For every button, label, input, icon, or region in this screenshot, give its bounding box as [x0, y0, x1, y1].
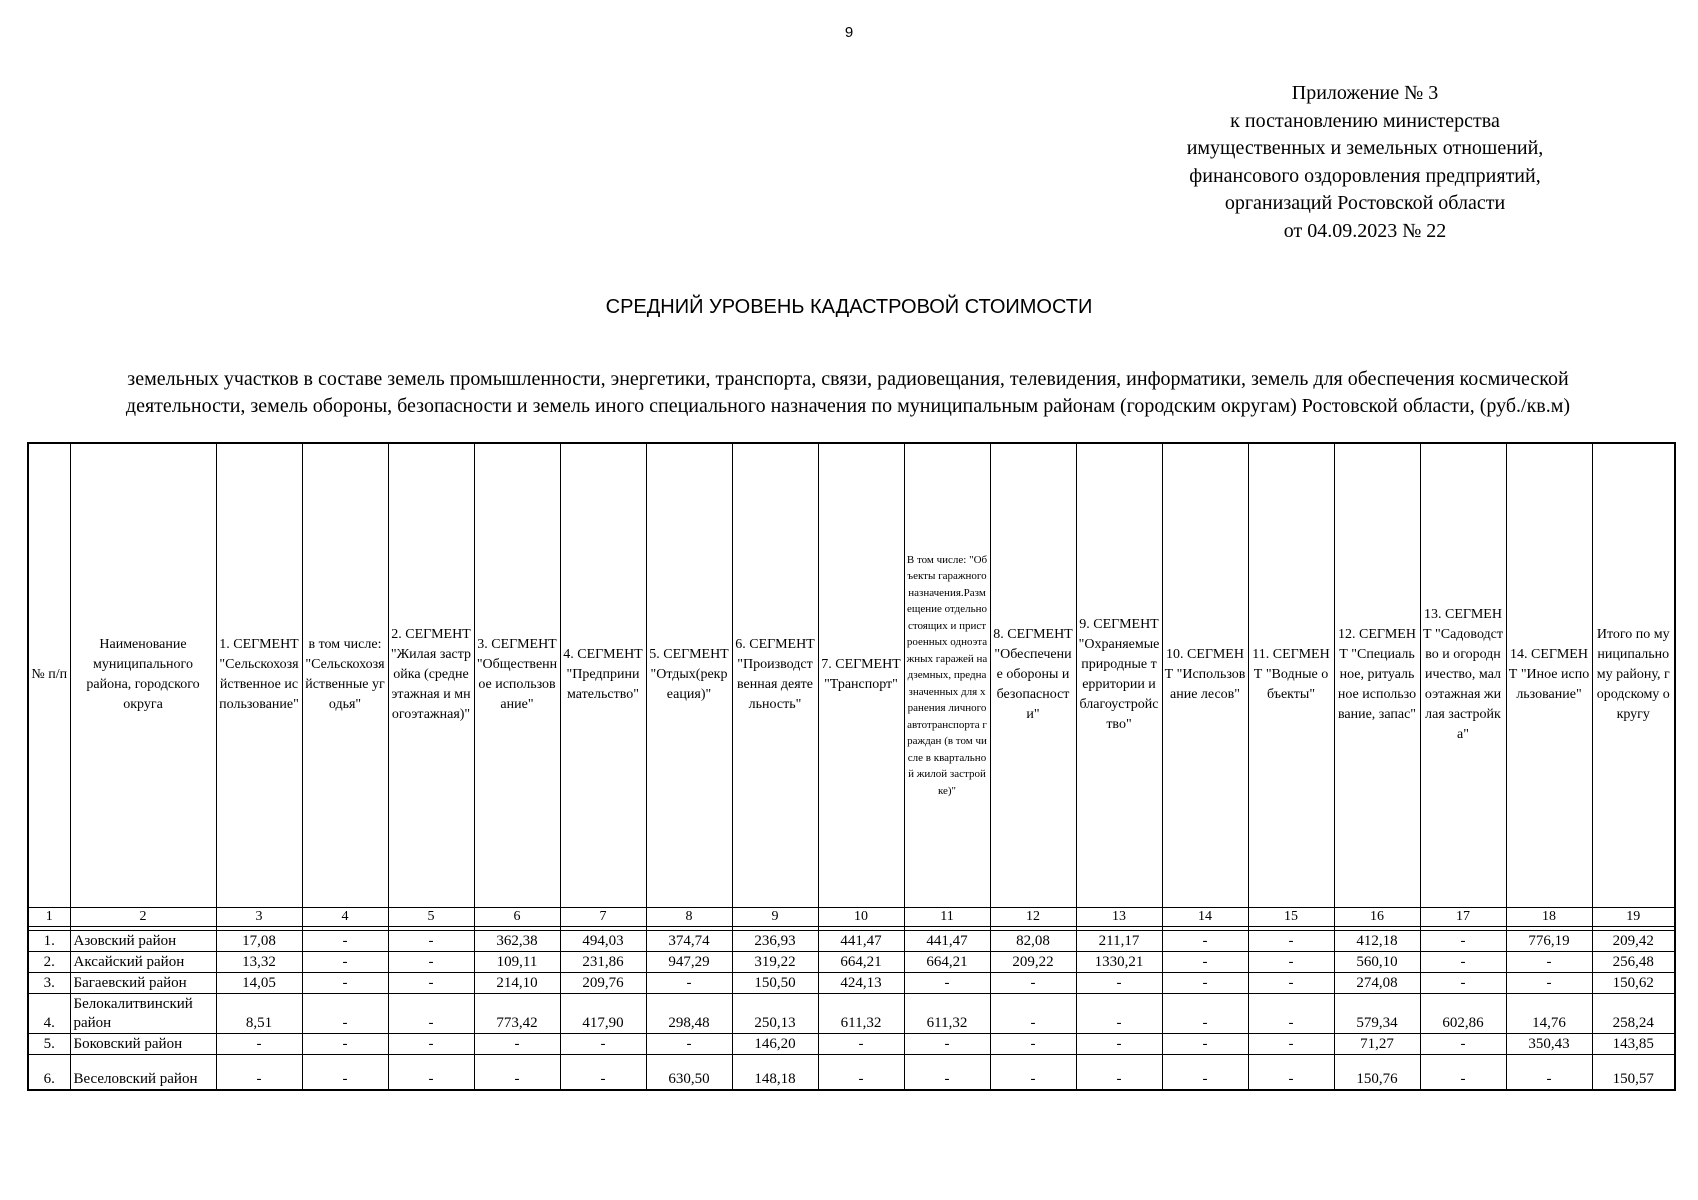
value-cell: - [1162, 1033, 1248, 1054]
value-cell: - [904, 1054, 990, 1090]
value-cell: - [1248, 993, 1334, 1033]
appendix-line: Приложение № 3 [1291, 82, 1439, 104]
value-cell: - [1506, 1054, 1592, 1090]
value-cell: 209,76 [560, 972, 646, 993]
value-cell: 350,43 [1506, 1033, 1592, 1054]
value-cell: 82,08 [990, 930, 1076, 951]
value-cell: 494,03 [560, 930, 646, 951]
appendix-line: организаций Ростовской области [1224, 192, 1506, 214]
value-cell: - [302, 930, 388, 951]
appendix-line: финансового оздоровления предприятий, [1189, 164, 1541, 187]
value-cell: 209,22 [990, 951, 1076, 972]
column-number-row [28, 907, 1675, 926]
appendix-block [1140, 80, 1590, 245]
table-row [28, 930, 1675, 951]
value-cell: 236,93 [732, 930, 818, 951]
value-cell: 424,13 [818, 972, 904, 993]
value-cell: 664,21 [904, 951, 990, 972]
value-cell: 362,38 [474, 930, 560, 951]
header-cell: Итого по муниципальному району, городскому округу [1592, 443, 1675, 907]
value-cell: 298,48 [646, 993, 732, 1033]
column-number: 5 [388, 907, 474, 926]
value-cell: - [1162, 930, 1248, 951]
value-cell: 417,90 [560, 993, 646, 1033]
header-cell: 13. СЕГМЕНТ "Садоводство и огородничество, малоэтажная жилая застройка" [1420, 443, 1506, 907]
value-cell: 17,08 [216, 930, 302, 951]
value-cell: - [1420, 1033, 1506, 1054]
value-cell: - [990, 972, 1076, 993]
district-name-cell: Белокалитвинский район [70, 993, 216, 1033]
column-number: 8 [646, 907, 732, 926]
table-row [28, 972, 1675, 993]
header-cell: 6. СЕГМЕНТ "Производственная деятельность" [732, 443, 818, 907]
header-cell: 4. СЕГМЕНТ "Предпринимательство" [560, 443, 646, 907]
cadastral-value-table [27, 442, 1676, 1091]
table-row [28, 993, 1675, 1033]
value-cell: 274,08 [1334, 972, 1420, 993]
value-cell: 776,19 [1506, 930, 1592, 951]
table-row [28, 1054, 1675, 1090]
value-cell: 150,62 [1592, 972, 1675, 993]
value-cell: 319,22 [732, 951, 818, 972]
page-number: 9 [844, 24, 854, 41]
value-cell: - [388, 1054, 474, 1090]
column-number: 3 [216, 907, 302, 926]
district-name-cell: Азовский район [70, 930, 216, 951]
column-number: 16 [1334, 907, 1420, 926]
value-cell: 250,13 [732, 993, 818, 1033]
table-header-row [28, 443, 1675, 907]
value-cell: 947,29 [646, 951, 732, 972]
value-cell: 441,47 [818, 930, 904, 951]
value-cell: 579,34 [1334, 993, 1420, 1033]
value-cell: - [560, 1033, 646, 1054]
column-number: 12 [990, 907, 1076, 926]
value-cell: - [302, 951, 388, 972]
value-cell: 214,10 [474, 972, 560, 993]
value-cell: - [1420, 1054, 1506, 1090]
row-number-cell: 3. [28, 972, 70, 993]
appendix-line: имущественных и земельных отношений, [1186, 137, 1544, 159]
value-cell: 211,17 [1076, 930, 1162, 951]
value-cell: - [1248, 972, 1334, 993]
value-cell: - [1248, 951, 1334, 972]
value-cell: 602,86 [1420, 993, 1506, 1033]
appendix-line: от 04.09.2023 № 22 [1283, 219, 1447, 242]
header-cell: 14. СЕГМЕНТ "Иное использование" [1506, 443, 1592, 907]
value-cell: 150,57 [1592, 1054, 1675, 1090]
row-number-cell: 6. [28, 1054, 70, 1090]
header-cell: 11. СЕГМЕНТ "Водные объекты" [1248, 443, 1334, 907]
value-cell: - [302, 1054, 388, 1090]
value-cell: - [388, 972, 474, 993]
table-row [28, 1033, 1675, 1054]
value-cell: 14,05 [216, 972, 302, 993]
row-number-cell: 4. [28, 993, 70, 1033]
row-number-cell: 2. [28, 951, 70, 972]
header-cell: 12. СЕГМЕНТ "Специальное, ритуальное использование, запас" [1334, 443, 1420, 907]
document-subtitle [28, 366, 1668, 420]
value-cell: 209,42 [1592, 930, 1675, 951]
value-cell: 14,76 [1506, 993, 1592, 1033]
value-cell: - [1420, 951, 1506, 972]
column-number: 2 [70, 907, 216, 926]
row-number-cell: 5. [28, 1033, 70, 1054]
header-cell: В том числе: "Объекты гаражного назначения.Размещение отдельно стоящих и пристроенных одноэтажных гаражей надземных, предназначенных для хранения личного автотранспорта граждан (в том числе в квартальной жилой застройке)" [904, 443, 990, 907]
value-cell: - [1506, 972, 1592, 993]
header-cell: 9. СЕГМЕНТ "Охраняемые природные территории и благоустройство" [1076, 443, 1162, 907]
value-cell: - [1162, 993, 1248, 1033]
header-cell: 2. СЕГМЕНТ "Жилая застройка (среднеэтажная и многоэтажная)" [388, 443, 474, 907]
value-cell: - [904, 972, 990, 993]
value-cell: 441,47 [904, 930, 990, 951]
header-cell: 1. СЕГМЕНТ "Сельскохозяйственное использование" [216, 443, 302, 907]
value-cell: 560,10 [1334, 951, 1420, 972]
value-cell: - [646, 1033, 732, 1054]
header-cell: 7. СЕГМЕНТ "Транспорт" [818, 443, 904, 907]
column-number: 14 [1162, 907, 1248, 926]
value-cell: - [1506, 951, 1592, 972]
value-cell: 1330,21 [1076, 951, 1162, 972]
value-cell: 146,20 [732, 1033, 818, 1054]
value-cell: - [990, 993, 1076, 1033]
district-name-cell: Веселовский район [70, 1054, 216, 1090]
value-cell: 773,42 [474, 993, 560, 1033]
header-cell: № п/п [28, 443, 70, 907]
value-cell: - [388, 930, 474, 951]
value-cell: - [1420, 930, 1506, 951]
header-cell: 10. СЕГМЕНТ "Использование лесов" [1162, 443, 1248, 907]
value-cell: - [646, 972, 732, 993]
value-cell: 611,32 [904, 993, 990, 1033]
subtitle-line: деятельности, земель обороны, безопасности и земель иного специального назначения по муниципальным районам (городским округам) Ростовской области, (руб./кв.м) [125, 395, 1571, 417]
table-row [28, 951, 1675, 972]
value-cell: - [216, 1033, 302, 1054]
value-cell: 611,32 [818, 993, 904, 1033]
row-number-cell: 1. [28, 930, 70, 951]
value-cell: 374,74 [646, 930, 732, 951]
value-cell: - [302, 1033, 388, 1054]
value-cell: 630,50 [646, 1054, 732, 1090]
value-cell: - [216, 1054, 302, 1090]
column-number: 10 [818, 907, 904, 926]
value-cell: - [388, 1033, 474, 1054]
value-cell: - [1076, 1033, 1162, 1054]
column-number: 11 [904, 907, 990, 926]
value-cell: 256,48 [1592, 951, 1675, 972]
header-cell: 5. СЕГМЕНТ "Отдых(рекреация)" [646, 443, 732, 907]
value-cell: - [1248, 1054, 1334, 1090]
value-cell: 8,51 [216, 993, 302, 1033]
value-cell: - [1162, 1054, 1248, 1090]
value-cell: - [560, 1054, 646, 1090]
column-number: 17 [1420, 907, 1506, 926]
value-cell: 13,32 [216, 951, 302, 972]
district-name-cell: Багаевский район [70, 972, 216, 993]
column-number: 18 [1506, 907, 1592, 926]
value-cell: - [1076, 993, 1162, 1033]
header-cell: 8. СЕГМЕНТ "Обеспечение обороны и безопасности" [990, 443, 1076, 907]
value-cell: - [1076, 972, 1162, 993]
value-cell: - [818, 1054, 904, 1090]
column-number: 15 [1248, 907, 1334, 926]
value-cell: 143,85 [1592, 1033, 1675, 1054]
column-number: 9 [732, 907, 818, 926]
value-cell: - [990, 1054, 1076, 1090]
appendix-line: к постановлению министерства [1230, 109, 1500, 132]
document-title: СРЕДНИЙ УРОВЕНЬ КАДАСТРОВОЙ СТОИМОСТИ [605, 296, 1093, 318]
column-number: 19 [1592, 907, 1675, 926]
value-cell: - [302, 993, 388, 1033]
value-cell: 71,27 [1334, 1033, 1420, 1054]
header-cell: Наименование муниципального района, городского округа [70, 443, 216, 907]
value-cell: 148,18 [732, 1054, 818, 1090]
value-cell: - [1248, 1033, 1334, 1054]
column-number: 13 [1076, 907, 1162, 926]
value-cell: - [474, 1033, 560, 1054]
value-cell: 150,50 [732, 972, 818, 993]
value-cell: - [818, 1033, 904, 1054]
value-cell: 664,21 [818, 951, 904, 972]
value-cell: - [1162, 972, 1248, 993]
value-cell: - [388, 951, 474, 972]
value-cell: - [1076, 1054, 1162, 1090]
value-cell: - [302, 972, 388, 993]
value-cell: - [904, 1033, 990, 1054]
value-cell: 258,24 [1592, 993, 1675, 1033]
value-cell: 231,86 [560, 951, 646, 972]
value-cell: 412,18 [1334, 930, 1420, 951]
value-cell: - [990, 1033, 1076, 1054]
district-name-cell: Аксайский район [70, 951, 216, 972]
value-cell: - [1420, 972, 1506, 993]
district-name-cell: Боковский район [70, 1033, 216, 1054]
value-cell: - [1162, 951, 1248, 972]
column-number: 6 [474, 907, 560, 926]
value-cell: 109,11 [474, 951, 560, 972]
value-cell: - [474, 1054, 560, 1090]
header-cell: 3. СЕГМЕНТ "Общественное использование" [474, 443, 560, 907]
column-number: 1 [28, 907, 70, 926]
table-body [28, 930, 1675, 1090]
value-cell: - [388, 993, 474, 1033]
value-cell: 150,76 [1334, 1054, 1420, 1090]
header-cell: в том числе: "Сельскохозяйственные угодья" [302, 443, 388, 907]
column-number: 4 [302, 907, 388, 926]
column-number: 7 [560, 907, 646, 926]
value-cell: - [1248, 930, 1334, 951]
subtitle-line: земельных участков в составе земель промышленности, энергетики, транспорта, связи, радиовещания, телевидения, информатики, земель для обеспечения космической [127, 368, 1569, 390]
